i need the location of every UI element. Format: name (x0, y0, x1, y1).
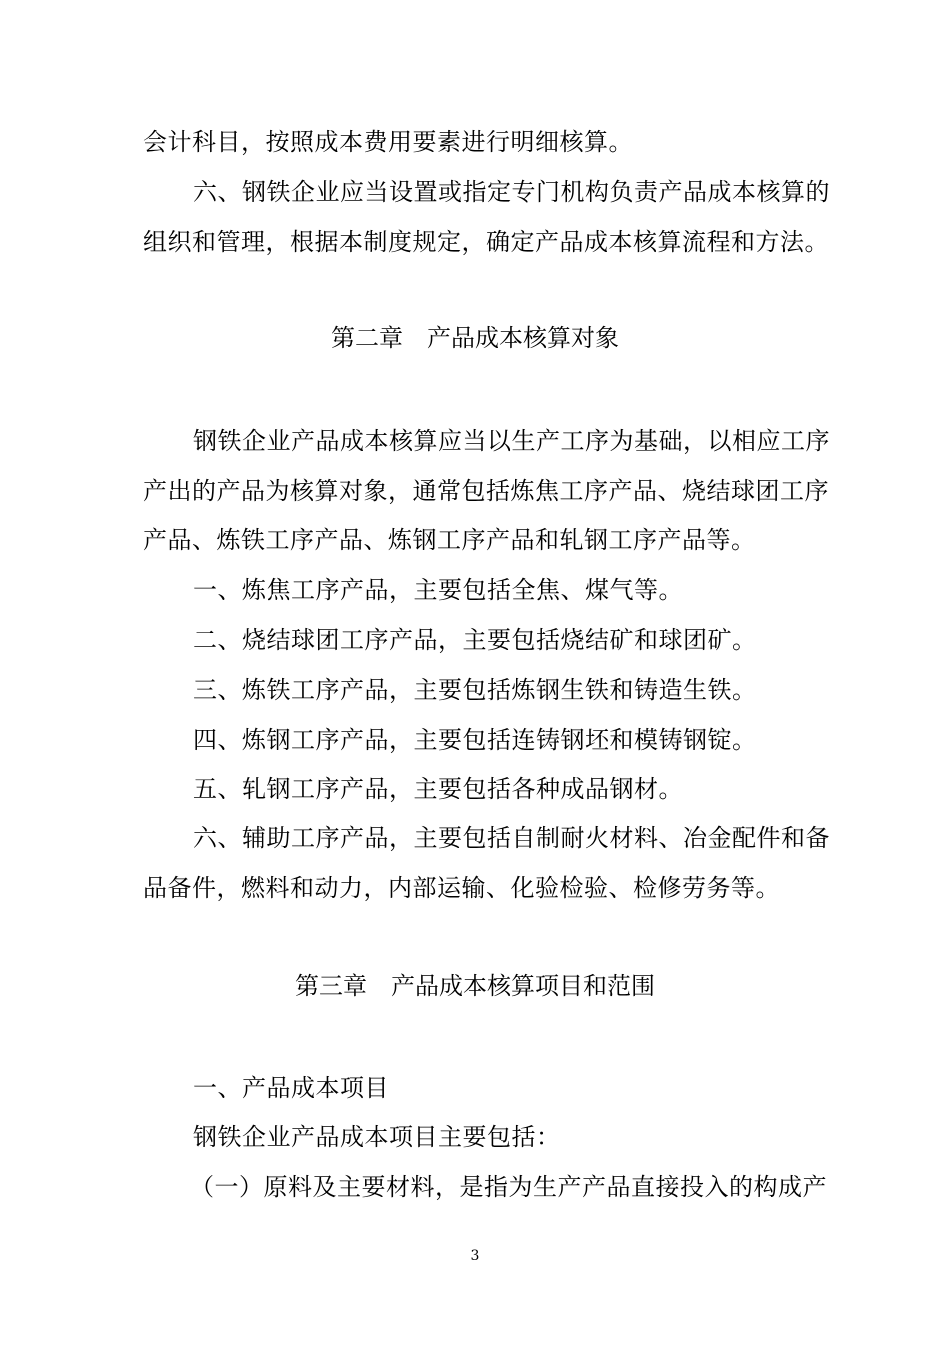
chapter-heading: 第三章 产品成本核算项目和范围 (295, 972, 655, 1000)
paragraph-line: 品备件，燃料和动力，内部运输、化验检验、检修劳务等。 (143, 874, 780, 902)
paragraph-line: 二、烧结球团工序产品，主要包括烧结矿和球团矿。 (193, 626, 757, 654)
paragraph-line: 四、炼钢工序产品，主要包括连铸钢坯和模铸钢锭。 (193, 726, 757, 754)
paragraph-line: 六、辅助工序产品，主要包括自制耐火材料、冶金配件和备 (193, 824, 830, 852)
paragraph-line: 三、炼铁工序产品，主要包括炼钢生铁和铸造生铁。 (193, 676, 757, 704)
paragraph-line: 产出的产品为核算对象，通常包括炼焦工序产品、烧结球团工序 (143, 477, 829, 505)
paragraph-line: 钢铁企业产品成本项目主要包括： (193, 1123, 561, 1151)
chapter-heading: 第二章 产品成本核算对象 (331, 324, 619, 352)
paragraph-line: 五、轧钢工序产品，主要包括各种成品钢材。 (193, 775, 683, 803)
paragraph-line: 一、炼焦工序产品，主要包括全焦、煤气等。 (193, 576, 683, 604)
paragraph-line: 组织和管理，根据本制度规定，确定产品成本核算流程和方法。 (143, 228, 829, 256)
page-number: 3 (470, 1248, 480, 1264)
paragraph-line: 钢铁企业产品成本核算应当以生产工序为基础，以相应工序 (193, 427, 830, 455)
paragraph-line: 产品、炼铁工序产品、炼钢工序产品和轧钢工序产品等。 (143, 526, 756, 554)
paragraph-line: （一）原料及主要材料，是指为生产产品直接投入的构成产 (190, 1173, 827, 1201)
paragraph-line: 会计科目，按照成本费用要素进行明细核算。 (143, 128, 633, 156)
paragraph-line: 六、钢铁企业应当设置或指定专门机构负责产品成本核算的 (193, 178, 830, 206)
section-heading: 一、产品成本项目 (193, 1074, 389, 1102)
